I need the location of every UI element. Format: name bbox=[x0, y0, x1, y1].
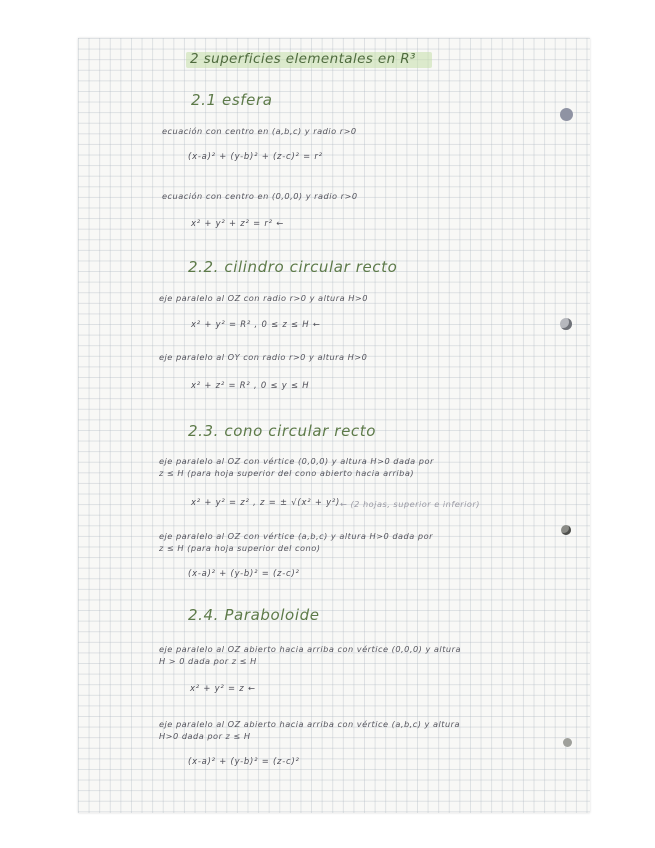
binder-hole bbox=[560, 108, 573, 121]
s1-formula-2: x² + y² + z² = r² ← bbox=[191, 218, 285, 228]
s3-description-1b: z ≤ H (para hoja superior del cono abierto hacia arriba) bbox=[159, 468, 415, 478]
s1-description-1: ecuación con centro en (a,b,c) y radio r>0 bbox=[162, 126, 357, 136]
section-heading-esfera: 2.1 esfera bbox=[191, 91, 273, 109]
s3-description-1a: eje paralelo al OZ con vértice (0,0,0) y altura H>0 dada por bbox=[159, 456, 434, 466]
s4-description-2b: H>0 dada por z ≤ H bbox=[159, 731, 251, 741]
s2-description-1: eje paralelo al OZ con radio r>0 y altura H>0 bbox=[159, 293, 368, 303]
s1-formula-1: (x-a)² + (y-b)² + (z-c)² = r² bbox=[188, 151, 323, 161]
s4-formula-2: (x-a)² + (y-b)² = (z-c)² bbox=[188, 756, 300, 766]
binder-hole bbox=[560, 318, 572, 330]
section-heading-cilindro: 2.2. cilindro circular recto bbox=[188, 258, 398, 276]
s2-formula-1: x² + y² = R² , 0 ≤ z ≤ H ← bbox=[191, 319, 321, 329]
s3-formula-1-note: ← (2 hojas, superior e inferior) bbox=[340, 499, 480, 509]
s4-description-2a: eje paralelo al OZ abierto hacia arriba con vértice (a,b,c) y altura bbox=[159, 719, 461, 729]
s3-description-2b: z ≤ H (para hoja superior del cono) bbox=[159, 543, 321, 553]
binder-hole bbox=[561, 525, 571, 535]
s4-description-1a: eje paralelo al OZ abierto hacia arriba con vértice (0,0,0) y altura bbox=[159, 644, 461, 654]
s1-description-2: ecuación con centro en (0,0,0) y radio r>0 bbox=[162, 191, 358, 201]
binder-hole bbox=[563, 738, 572, 747]
section-heading-paraboloide: 2.4. Paraboloide bbox=[188, 606, 320, 624]
s4-formula-1: x² + y² = z ← bbox=[190, 683, 256, 693]
s2-description-2: eje paralelo al OY con radio r>0 y altura H>0 bbox=[159, 352, 368, 362]
s3-description-2a: eje paralelo al OZ con vértice (a,b,c) y altura H>0 dada por bbox=[159, 531, 433, 541]
page-title: 2 superficies elementales en R³ bbox=[190, 51, 416, 67]
s3-formula-2: (x-a)² + (y-b)² = (z-c)² bbox=[188, 568, 300, 578]
s3-formula-1: x² + y² = z² , z = ± √(x² + y²) bbox=[191, 497, 341, 507]
notebook-page bbox=[78, 38, 590, 813]
s2-formula-2: x² + z² = R² , 0 ≤ y ≤ H bbox=[191, 380, 310, 390]
section-heading-cono: 2.3. cono circular recto bbox=[188, 422, 376, 440]
s4-description-1b: H > 0 dada por z ≤ H bbox=[159, 656, 257, 666]
